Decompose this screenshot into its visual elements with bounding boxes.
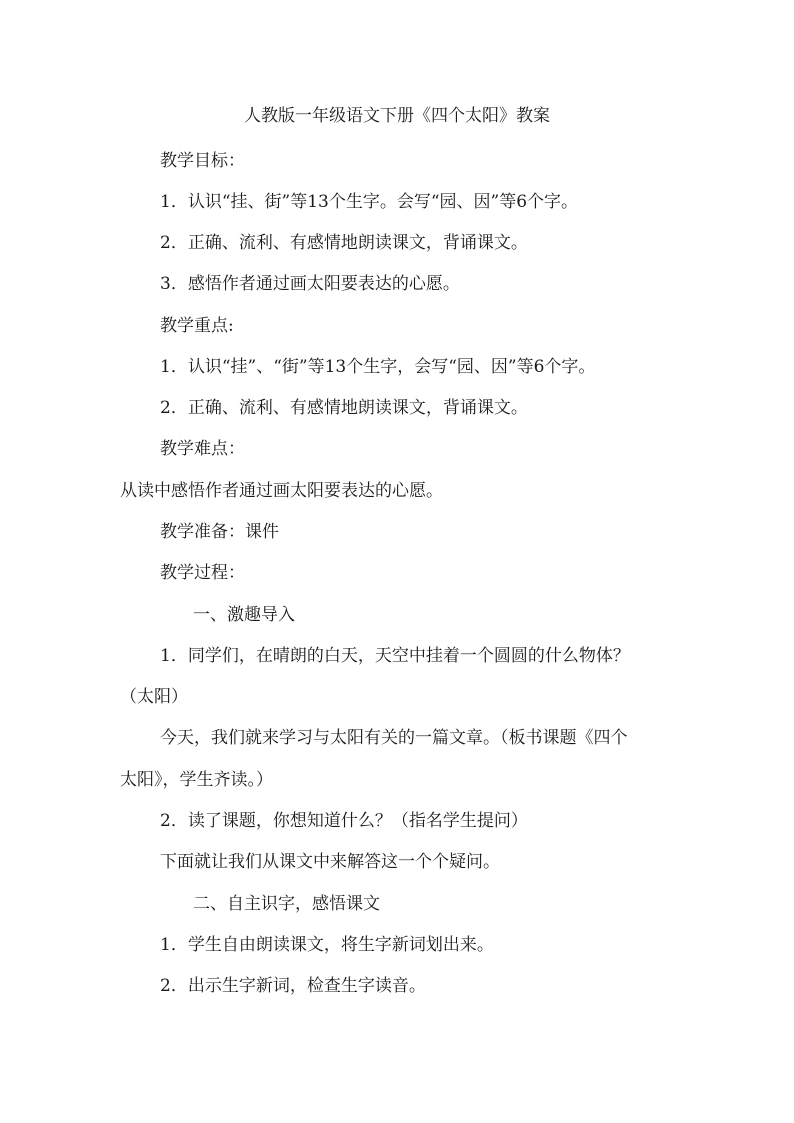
paragraph: 今天，我们就来学习与太阳有关的一篇文章。（板书课题《四个: [160, 728, 628, 748]
paragraph: 1．同学们，在晴朗的白天，天空中挂着一个圆圆的什么物体？: [160, 646, 630, 666]
paragraph: 下面就让我们从课文中来解答这一个个疑问。: [160, 852, 500, 872]
section-heading-key-points: 教学重点:: [160, 316, 234, 336]
subheading: 一、激趣导入: [193, 605, 295, 625]
paragraph: （太阳）: [120, 687, 188, 707]
section-heading-difficulties: 教学难点：: [160, 439, 245, 459]
paragraph: 太阳》，学生齐读。）: [120, 770, 273, 790]
paragraph: 2．正确、流利、有感情地朗读课文，背诵课文。: [160, 233, 528, 253]
paragraph: 1．认识“挂”、“街”等13个生字，会写“园、因”等6个字。: [160, 357, 596, 377]
paragraph: 2．正确、流利、有感情地朗读课文，背诵课文。: [160, 398, 528, 418]
paragraph: 3．感悟作者通过画太阳要表达的心愿。: [160, 274, 460, 294]
section-heading-process: 教学过程：: [160, 563, 245, 583]
paragraph: 1．学生自由朗读课文，将生字新词划出来。: [160, 935, 494, 955]
paragraph: 2．出示生字新词，检查生字读音。: [160, 976, 426, 996]
section-heading-goals: 教学目标：: [160, 151, 245, 171]
paragraph: 从读中感悟作者通过画太阳要表达的心愿。: [120, 481, 443, 501]
paragraph: 2．读了课题，你想知道什么？（指名学生提问）: [160, 811, 528, 831]
paragraph: 1．认识“挂、街”等13个生字。会写“园、因”等6个字。: [160, 192, 579, 212]
section-heading-preparation: 教学准备：课件: [160, 522, 279, 542]
document-title: 人教版一年级语文下册《四个太阳》教案: [244, 106, 550, 126]
subheading: 二、自主识字，感悟课文: [193, 894, 380, 914]
